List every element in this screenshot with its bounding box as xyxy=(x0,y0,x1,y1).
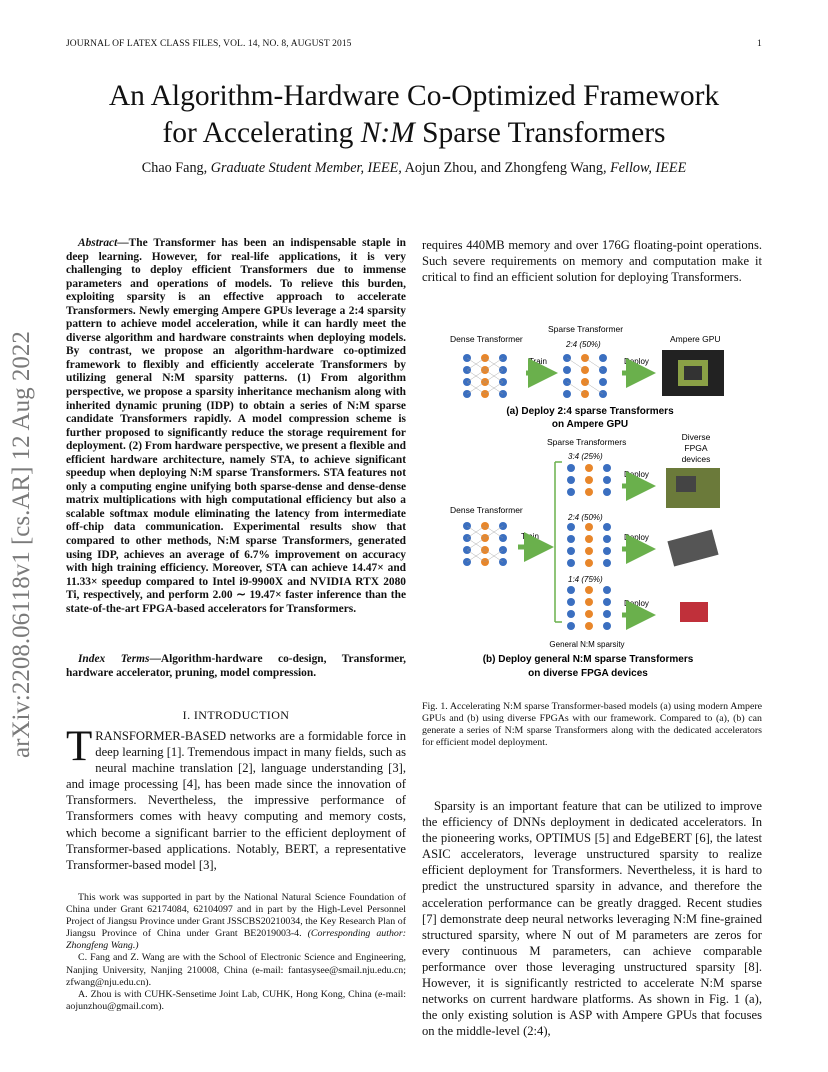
paper-title xyxy=(0,78,828,152)
fig-a-dense-network xyxy=(463,354,507,398)
title-line-1: An Algorithm-Hardware Co-Optimized Framework xyxy=(108,80,720,112)
title-line-2: for Accelerating N:M Sparse Transformers xyxy=(162,117,666,149)
fig-b-diverse-1: Diverse xyxy=(681,432,711,442)
fig-b-ratio-1: 3:4 (25%) xyxy=(568,452,603,461)
fig-a-sparse-label: Sparse Transformer xyxy=(548,324,624,334)
fig-a-caption-2: on Ampere GPU xyxy=(551,419,629,430)
abstract xyxy=(66,237,406,616)
intro-paragraph: TRANSFORMER-BASED networks are a formidable force in deep learning [1]. Tremendous impact in many fields, such as neural machine translation [2], language understanding [3], and image processing [4], has been made since the innovation of Transformers. Nevertheless, the impressive performance of Transformers comes with heavy computing and memory costs, which become a significant barrier to the efficient deployment of Transformer-based applications. Notably, BERT, a representative Transformer-based model [3], xyxy=(66,723,406,872)
fig-b-deploy-1-label: Deploy xyxy=(624,470,649,479)
fig-b-ratio-2: 2:4 (50%) xyxy=(568,513,603,522)
fig-b-caption-1: (b) Deploy general N:M sparse Transformers xyxy=(482,654,694,665)
fig-a-caption-1: (a) Deploy 2:4 sparse Transformers xyxy=(506,406,674,417)
running-header: JOURNAL OF LATEX CLASS FILES, VOL. 14, NO. 8, AUGUST 2015 xyxy=(66,39,352,49)
fig-b-general-label: General N:M sparsity xyxy=(549,640,625,649)
index-terms xyxy=(66,653,406,680)
fig-b-caption-2: on diverse FPGA devices xyxy=(528,668,648,679)
figure-caption: Fig. 1. Accelerating N:M sparse Transformer-based models (a) using modern Ampere GPUs and (b) using diverse FPGAs with our framework. Compared to (a), (b) can generate a series of N:M sparse Transformers along with the dedicated accelerators for efficient model deployment. xyxy=(422,701,762,749)
index-terms-label: Index Terms xyxy=(78,653,150,665)
arxiv-stamp: arXiv:2208.06118v1 [cs.AR] 12 Aug 2022 xyxy=(8,331,35,758)
footnote-affiliation-2: A. Zhou is with CUHK-Sensetime Joint Lab, CUHK, Hong Kong, China (e-mail: aojunzhou@gmail.com). xyxy=(66,988,406,1012)
fig-b-sparse-network-1 xyxy=(567,464,611,496)
fig-b-dense-network xyxy=(463,522,507,566)
fig-b-deploy-2-label: Deploy xyxy=(624,533,649,542)
footnotes: This work was supported in part by the National Natural Science Foundation of China under Grant 62174084, 62104097 and in part by the High-Level Personnel Project of Jiangsu Province under Grant JSSCBS20210034, the Key Research Plan of Jiangsu Province of China under Grant BE2019003-4. (Corresponding author: Zhongfeng Wang.) C. Fang and Z. Wang are with the School of Electronic Science and Engineering, Nanjing University, Nanjing 210008, China (e-mail: fantasysee@smail.nju.edu.cn; zfwang@nju.edu.cn). A. Zhou is with CUHK-Sensetime Joint Lab, CUHK, Hong Kong, China (e-mail: aojunzhou@gmail.com). xyxy=(66,892,406,1012)
section-heading: I. INTRODUCTION xyxy=(182,708,290,722)
drop-cap: T xyxy=(66,723,93,770)
fig-b-sparse-network-2 xyxy=(567,523,611,567)
author-list: Chao Fang, Graduate Student Member, IEEE, Aojun Zhou, and Zhongfeng Wang, Fellow, IEEE xyxy=(141,160,687,176)
figure-1 xyxy=(440,320,760,690)
right-column-intro: requires 440MB memory and over 176G floating-point operations. Such severe requirements on memory and computation make it critical to find an efficient solution for deploying Transformers. xyxy=(422,238,762,285)
fig-b-train-label: Train xyxy=(521,532,539,541)
fig-a-deploy-label: Deploy xyxy=(624,357,649,366)
fig-b-sparse-label: Sparse Transformers xyxy=(547,437,627,447)
abstract-text: —The Transformer has been an indispensable staple in deep learning. However, for real-life applications, it is very challenging to deploy efficient Transformers due to immense parameters and operations of models. To relieve this burden, exploiting sparsity is an effective approach to accelerate Transformers. Newly emerging Ampere GPUs leverage a 2:4 sparsity pattern to achieve model acceleration, while it can hardly meet the diverse algorithm and hardware constraints when deploying models. By contrast, we propose an algorithm-hardware co-optimized framework to flexibly and efficiently accelerate Transformers by utilizing general N:M sparsity patterns. (1) From algorithm perspective, we propose a sparsity inheritance mechanism along with inherited dynamic pruning (IDP) to obtain a series of N:M sparse candidate Transformers rapidly. A model compression scheme is further proposed to significantly reduce the storage requirement for deployment. (2) From hardware perspective, we present a flexible and efficient hardware architecture, namely STA, to achieve significant speedup when deploying N:M sparse Transformers. STA features not only a computing engine unifying both sparse-dense and dense-dense matrix multiplications with high computational efficiency but also a scalable softmax module eliminating the latency from intermediate off-chip data communication. Experimental results show that compared to other methods, N:M sparse Transformers, generated using IDP, achieves an average of 6.7% improvement on accuracy with high training efficiency. Moreover, STA can achieve 14.47× and 11.33× speedup compared to Intel i9-9900X and NVIDIA RTX 2080 Ti, respectively, and perform 2.00 ∼ 19.47× faster inference than the state-of-the-art FPGA-based accelerators for Transformers. xyxy=(66,237,406,615)
fig-b-diverse-2: FPGA xyxy=(684,443,708,453)
fig-a-sparse-ratio: 2:4 (50%) xyxy=(566,340,601,349)
fig-b-sparse-network-3 xyxy=(567,586,611,630)
abstract-label: Abstract xyxy=(78,237,118,249)
fpga-device-3-image xyxy=(680,602,708,622)
right-column-body: Sparsity is an important feature that can be utilized to improve the efficiency of DNNs deployment in dedicated accelerators. In the pioneering works, OPTIMUS [5] and EdgeBERT [6], the latest ASIC accelerators, leverage unstructured sparsity to realize efficient deployment for Transformers. Nevertheless, it is hard to predict the unstructured sparsity in advance, and therefore the acceleration performance can be greatly dragged. Recent studies [7] demonstrate deep neural networks leveraging N:M fine-grained structured sparsity, where N out of M parameters are zeros for every continuous M parameters, can achieve comparable performance over those leveraging unstructured sparsity [8]. However, it is significantly restricted to accelerate N:M sparse networks on current hardware platforms. As shown in Fig. 1 (a), the only existing solution is ASP with Ampere GPUs that focuses on the middle-level (2:4), xyxy=(422,799,762,1039)
fig-b-ratio-3: 1:4 (75%) xyxy=(568,575,603,584)
fig-a-gpu-label: Ampere GPU xyxy=(670,334,721,344)
fig-b-deploy-3-label: Deploy xyxy=(624,599,649,608)
fig-b-dense-label: Dense Transformer xyxy=(450,505,523,515)
footnote-affiliation-1: C. Fang and Z. Wang are with the School of Electronic Science and Engineering, Nanjing University, Nanjing 210008, China (e-mail: fantasysee@smail.nju.edu.cn; zfwang@nju.edu.cn). xyxy=(66,952,406,988)
fig-a-dense-label: Dense Transformer xyxy=(450,334,523,344)
fig-b-diverse-3: devices xyxy=(681,454,711,464)
fpga-device-2-image xyxy=(667,529,718,566)
index-terms-text: —Algorithm-hardware co-design, Transformer, hardware accelerator, pruning, model compression. xyxy=(66,653,406,679)
page-number: 1 xyxy=(757,39,762,49)
footnote-funding: This work was supported in part by the National Natural Science Foundation of China under Grant 62174084, 62104097 and in part by the High-Level Personnel Project of Jiangsu Province under Grant JSSCBS20210034, the Key Research Plan of Jiangsu Province of China under Grant BE2019003-4. xyxy=(66,892,406,940)
fig-a-train-label: Train xyxy=(529,357,547,366)
fig-a-sparse-network xyxy=(563,354,607,398)
